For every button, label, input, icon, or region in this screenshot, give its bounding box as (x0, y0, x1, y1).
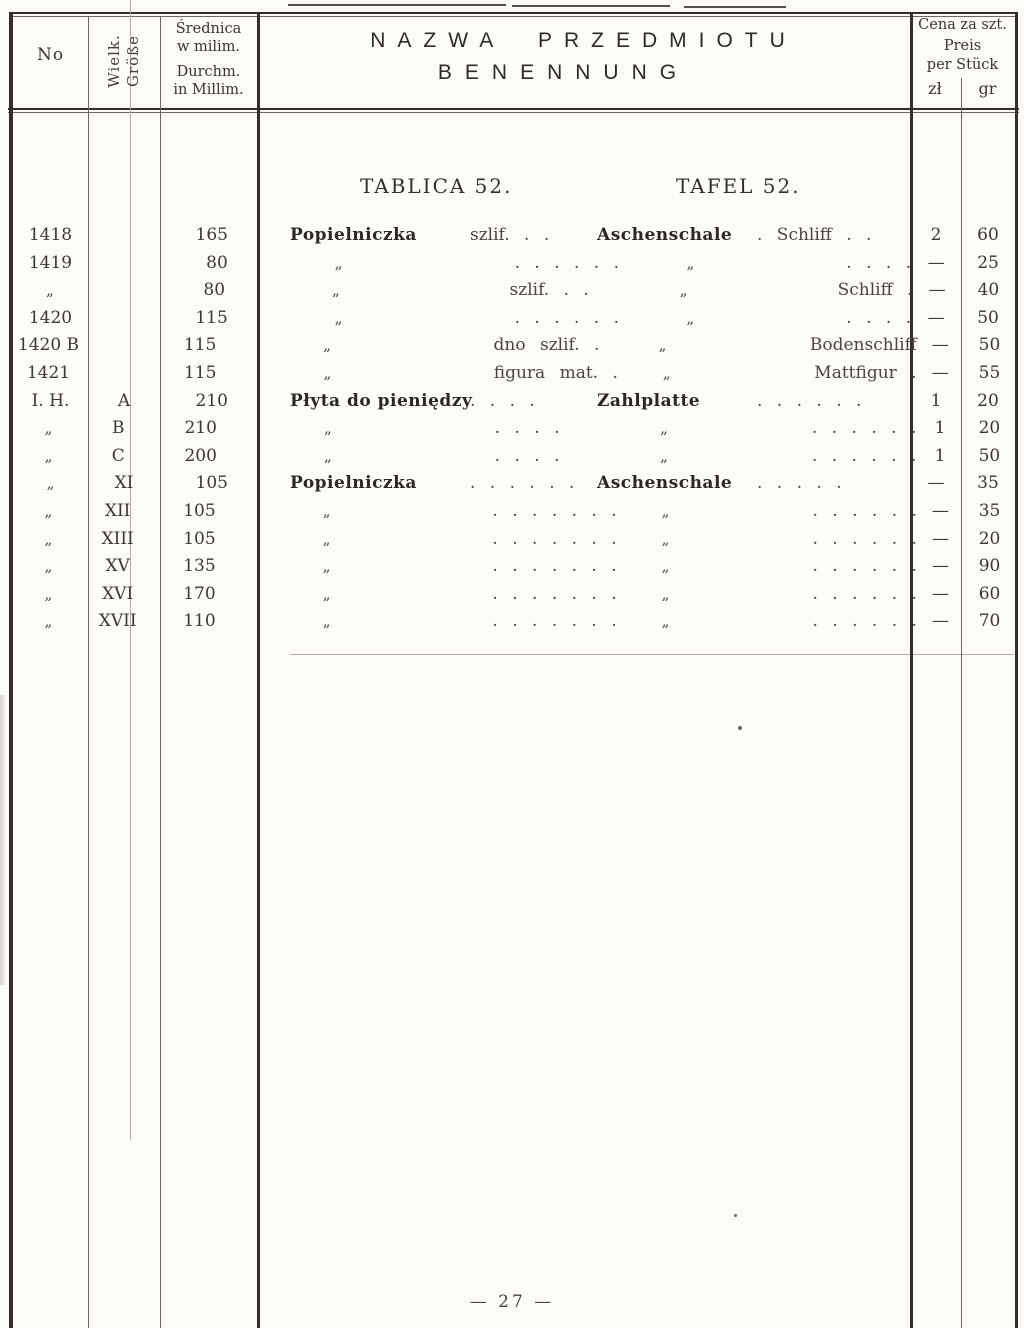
cell-price-zl: 1 (930, 390, 942, 411)
column-divider-no-size (88, 16, 89, 1328)
table-row (13, 250, 1015, 278)
cell-size: XIII (101, 528, 134, 549)
column-header-item-name (257, 28, 910, 86)
cell-diameter: 105 (183, 500, 216, 521)
cell-detail-german: . . . . (846, 307, 912, 328)
cell-detail-german: . . . . . . (757, 390, 862, 411)
cell-price-gr: 50 (977, 307, 999, 328)
cell-detail-german: . . . . . . (811, 445, 917, 466)
cell-detail-german: Mattfigur . (814, 362, 917, 383)
cell-size (88, 250, 160, 278)
cell-diameter: 135 (183, 556, 216, 577)
table-body (13, 222, 1015, 636)
cell-price-zl: — (927, 252, 945, 273)
cell-detail-polish: . . . . . . (470, 473, 575, 494)
cell-name-polish: „ (334, 308, 343, 327)
table-row (13, 277, 1015, 305)
cell-name-polish: „ (322, 612, 331, 631)
cell-name-german: „ (658, 336, 667, 355)
cell-name-german: „ (661, 529, 670, 548)
cell-diameter: 210 (184, 418, 217, 439)
cell-diameter: 105 (183, 528, 216, 549)
cell-no: „ (46, 281, 54, 300)
cell-size (87, 277, 158, 305)
cell-price-gr: 25 (977, 252, 999, 273)
item-name-header-german: BENENNUNG (437, 61, 690, 84)
cell-detail-polish: . . . . . . (514, 252, 620, 273)
cell-detail-german: . . . . (846, 252, 912, 273)
scan-speck (734, 1214, 737, 1217)
cell-no: „ (44, 612, 53, 631)
price-unit-row (910, 79, 1015, 99)
cell-no: I. H. (31, 390, 70, 411)
price-header-german-1: Preis (943, 38, 982, 54)
table-row (13, 415, 1015, 443)
column-header-diameter (160, 20, 257, 99)
cell-name-german: „ (686, 308, 695, 327)
cell-diameter: 115 (195, 307, 228, 328)
diameter-header-line: Durchm. (176, 64, 241, 80)
cell-price-zl: — (928, 280, 946, 301)
cell-name-german: „ (661, 612, 670, 631)
cell-name-polish: Płyta do pieniędzy (290, 390, 473, 411)
table-row (13, 470, 1015, 498)
cell-price-gr: 60 (977, 225, 999, 245)
cell-name-german: „ (662, 363, 671, 382)
scan-smudge (0, 695, 7, 985)
table-row (13, 498, 1015, 526)
cell-price-zl: 1 (934, 445, 946, 466)
cell-detail-german: . . . . . . (812, 500, 917, 521)
cell-name-polish: „ (334, 253, 343, 272)
scan-artifact (684, 6, 786, 8)
cell-detail-german: . . . . . . (812, 528, 917, 549)
cell-price-zl: — (932, 556, 949, 577)
cell-size (88, 305, 160, 333)
column-divider-name-price (910, 12, 913, 1328)
cell-diameter: 115 (183, 335, 217, 356)
cell-name-polish: Popielniczka (290, 225, 417, 245)
cell-price-gr: 20 (978, 418, 1001, 439)
cell-detail-german: . . . . . . (812, 583, 917, 604)
cell-price-gr: 50 (978, 335, 1001, 356)
cell-detail-polish: . . . . . . . (492, 556, 617, 577)
table-row (13, 332, 1015, 360)
cell-no: 1419 (28, 252, 73, 273)
cell-name-german: Zahlplatte (597, 390, 701, 411)
scan-speck (738, 726, 742, 730)
column-divider-diam-name (257, 12, 260, 1328)
cell-price-gr: 35 (977, 473, 999, 494)
scan-artifact-line (290, 654, 1014, 655)
cell-no: „ (44, 557, 53, 576)
cell-size: A (117, 390, 131, 411)
column-header-price (910, 16, 1015, 99)
cell-name-polish: „ (323, 419, 332, 438)
cell-no: 1420 (28, 307, 73, 328)
column-header-no: No (36, 45, 65, 65)
cell-detail-polish: szlif. . . (470, 225, 550, 245)
cell-price-zl: — (927, 307, 945, 328)
table-row (13, 581, 1015, 609)
cell-detail-polish: . . . . . . . (492, 500, 617, 521)
cell-price-zl: — (932, 528, 949, 549)
cell-size: XVI (102, 583, 134, 604)
cell-detail-german: Schliff . (837, 280, 913, 301)
table-row (13, 305, 1015, 333)
item-name-header-polish: NAZWA PRZEDMIOTU (370, 29, 797, 52)
cell-name-german: „ (660, 419, 668, 438)
diameter-header-line: w milim. (176, 39, 241, 55)
column-header-size-pl: Wielk. (105, 34, 123, 88)
cell-price-zl: — (932, 583, 949, 604)
diameter-header-line: Średnica (175, 21, 242, 37)
cell-price-gr: 20 (978, 528, 1001, 549)
cell-detail-polish: . . . . . . . (492, 528, 617, 549)
cell-detail-polish: dno szlif. . (493, 335, 600, 356)
cell-detail-german: . . . . . . (812, 611, 917, 632)
cell-detail-german: . Schliff . . (757, 225, 872, 245)
diameter-header-line: in Millim. (173, 82, 244, 98)
cell-name-polish: „ (322, 501, 331, 520)
cell-price-zl: — (932, 611, 949, 632)
cell-no: „ (44, 501, 53, 520)
cell-no: „ (44, 584, 53, 603)
cell-price-zl: — (931, 362, 949, 383)
cell-detail-polish: . . . . (470, 390, 535, 411)
price-header-german-2: per Stück (926, 57, 999, 73)
cell-diameter: 165 (195, 225, 228, 245)
price-unit-zl: zł (928, 79, 942, 98)
cell-diameter: 80 (203, 280, 226, 301)
cell-detail-german: . . . . . . (812, 556, 917, 577)
cell-name-german: „ (660, 446, 668, 465)
cell-detail-polish: szlif. . . (509, 280, 589, 301)
price-header-polish: Cena za szt. (918, 17, 1007, 33)
cell-diameter: 200 (184, 445, 217, 466)
cell-diameter: 115 (183, 362, 217, 383)
table-row (13, 608, 1015, 636)
cell-name-german: Aschenschale (597, 225, 733, 245)
cell-price-zl: 1 (934, 418, 946, 439)
cell-detail-polish: figura mat. . (493, 362, 618, 383)
cell-price-gr: 35 (978, 500, 1001, 521)
cell-no: „ (46, 474, 55, 493)
price-unit-gr: gr (978, 79, 997, 98)
table-row (13, 388, 1015, 416)
cell-name-polish: „ (323, 363, 332, 382)
cell-diameter: 105 (195, 473, 228, 494)
cell-name-polish: „ (322, 529, 331, 548)
cell-name-german: Aschenschale (597, 473, 733, 494)
cell-price-gr: 90 (978, 556, 1001, 577)
cell-name-german: „ (661, 557, 670, 576)
cell-detail-polish: . . . . . . . (492, 611, 617, 632)
scan-artifact (512, 5, 670, 7)
cell-detail-polish: . . . . . . . (492, 583, 617, 604)
cell-diameter: 170 (183, 583, 216, 604)
cell-no: „ (44, 419, 53, 438)
cell-price-gr: 60 (978, 583, 1001, 604)
cell-name-polish: „ (323, 446, 332, 465)
cell-diameter: 80 (206, 252, 228, 273)
cell-no: „ (44, 446, 53, 465)
scan-artifact (288, 4, 506, 6)
cell-price-gr: 50 (978, 445, 1001, 466)
cell-price-zl: — (931, 335, 949, 356)
cell-no: 1420 B (17, 335, 80, 356)
cell-price-gr: 20 (977, 390, 999, 411)
cell-detail-polish: . . . . (494, 418, 560, 439)
table-border-right (1015, 12, 1018, 1328)
cell-no: 1421 (26, 362, 71, 383)
table-row (13, 360, 1015, 388)
cell-size: XVII (98, 611, 137, 632)
cell-name-german: „ (661, 584, 670, 603)
cell-price-gr: 55 (978, 362, 1001, 383)
cell-price-zl: — (927, 473, 945, 494)
cell-name-german: „ (661, 501, 670, 520)
plate-title-polish: TABLICA 52. (360, 174, 513, 198)
cell-name-polish: „ (332, 281, 340, 300)
cell-price-gr: 40 (977, 280, 1000, 301)
cell-size: B (112, 418, 125, 439)
cell-diameter: 110 (183, 611, 216, 632)
cell-name-german: „ (686, 253, 695, 272)
table-border-left (9, 12, 13, 1328)
column-header-size-de: Größe (124, 34, 142, 88)
cell-price-zl: — (932, 500, 949, 521)
cell-size (84, 332, 152, 360)
column-divider-size-diam (160, 16, 161, 1328)
cell-name-polish: „ (322, 557, 331, 576)
table-top-border-inner (10, 16, 1017, 17)
page-number: — 27 — (469, 1292, 555, 1312)
cell-size: C (111, 445, 125, 466)
column-header-size-rotated-text (105, 34, 143, 87)
cell-detail-polish: . . . . . . (514, 307, 620, 328)
cell-price-gr: 70 (978, 611, 1001, 632)
plate-title-german: TAFEL 52. (676, 174, 801, 198)
cell-size: XV (105, 556, 130, 577)
cell-price-zl: 2 (930, 225, 942, 245)
cell-name-polish: „ (323, 336, 332, 355)
cell-diameter: 210 (195, 390, 228, 411)
cell-no: „ (44, 529, 53, 548)
cell-name-polish: Popielniczka (290, 473, 417, 494)
cell-name-polish: „ (322, 584, 331, 603)
cell-detail-german: Bodenschliff (809, 335, 917, 356)
cell-detail-polish: . . . . (494, 445, 560, 466)
table-row (13, 553, 1015, 581)
cell-no: 1418 (28, 225, 73, 245)
table-row (13, 526, 1015, 554)
cell-size: XII (104, 500, 131, 521)
table-row (13, 222, 1015, 250)
cell-size (88, 222, 160, 250)
cell-detail-german: . . . . . (757, 473, 842, 494)
table-top-border (10, 12, 1017, 14)
column-header-size (88, 22, 160, 100)
cell-size: XI (114, 473, 134, 494)
table-row (13, 443, 1015, 471)
cell-name-german: „ (679, 281, 688, 300)
cell-detail-german: . . . . . . (811, 418, 917, 439)
cell-size (84, 360, 152, 388)
